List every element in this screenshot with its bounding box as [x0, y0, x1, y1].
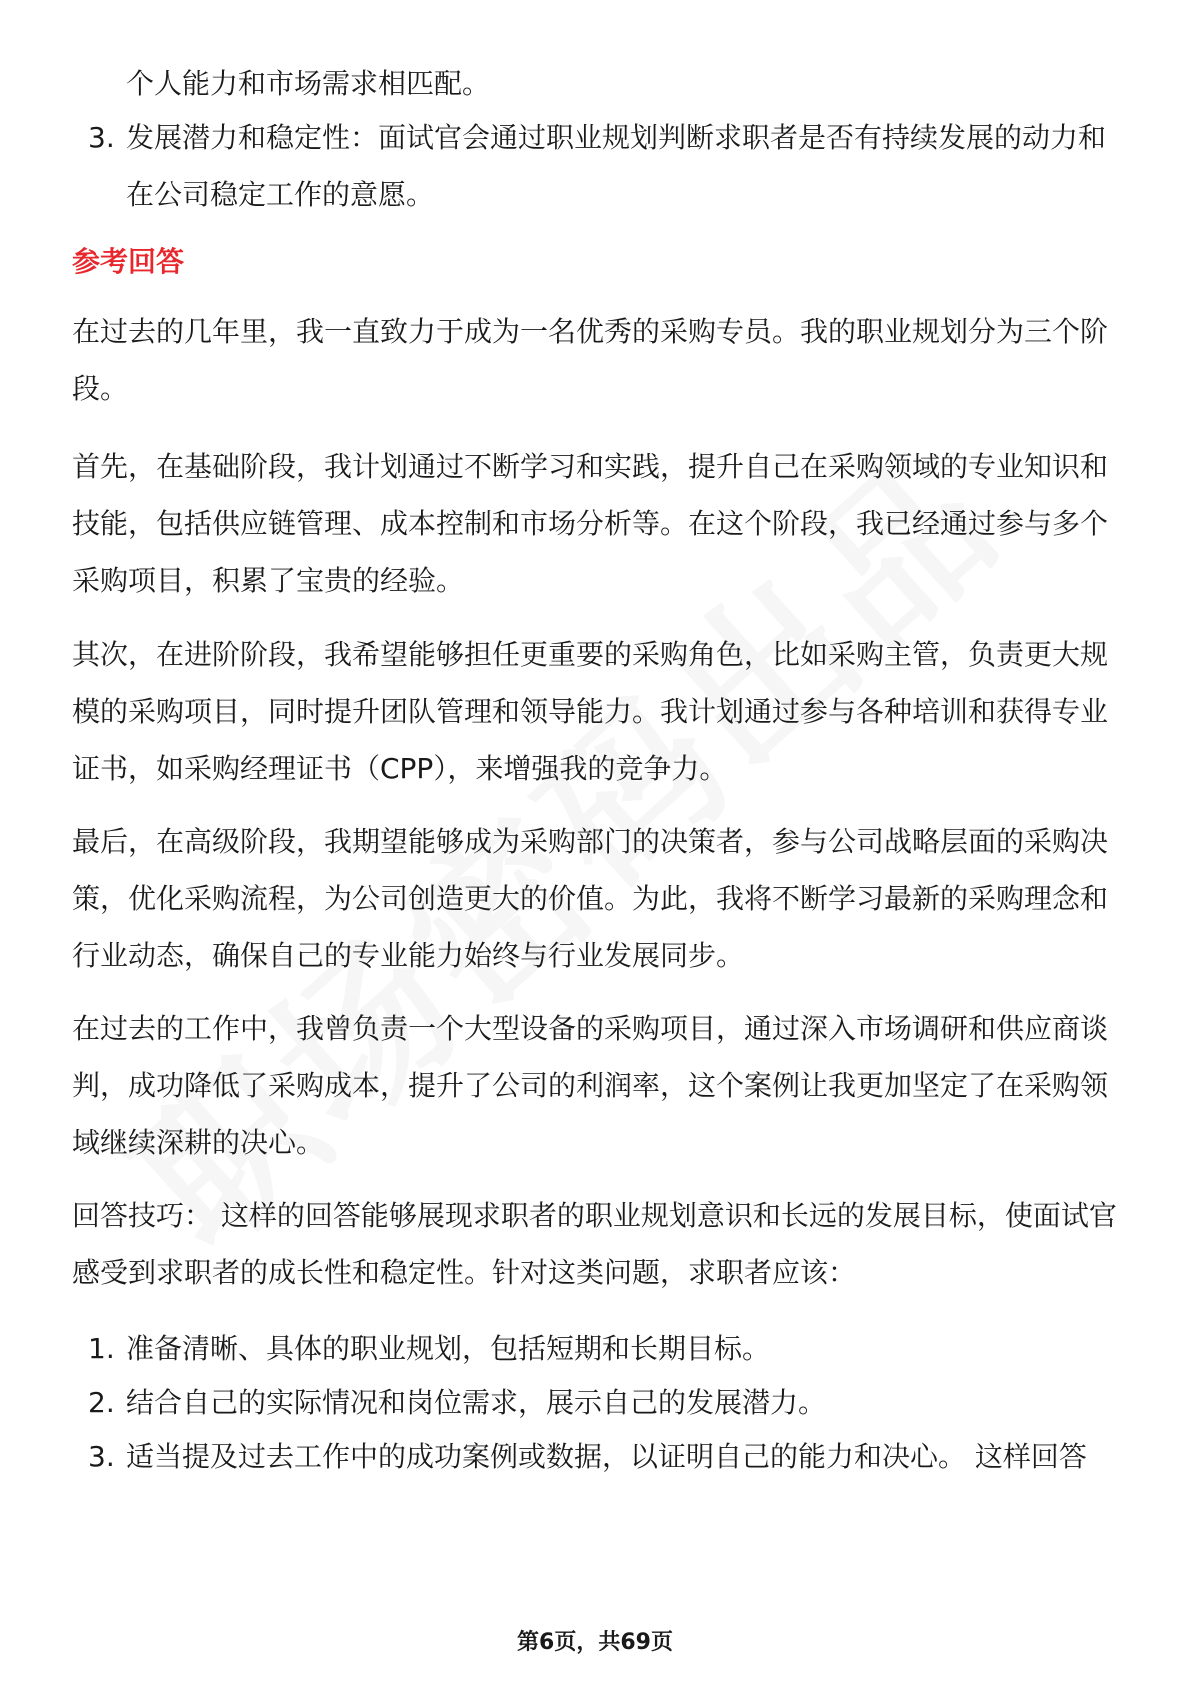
list-text: 结合自己的实际情况和岗位需求，展示自己的发展潜力。 — [126, 1386, 827, 1419]
list-number: 2. — [88, 1386, 115, 1419]
list-item — [72, 1428, 1122, 1485]
list-text: 适当提及过去工作中的成功案例或数据，以证明自己的能力和决心。 这样回答 — [126, 1440, 1087, 1473]
intro-continuation: 个人能力和市场需求相匹配。 — [126, 67, 491, 100]
page-footer: 第6页，共69页 — [517, 1630, 673, 1655]
list-text: 准备清晰、具体的职业规划，包括短期和长期目标。 — [126, 1332, 771, 1365]
list-item — [72, 109, 1122, 223]
list-text: 发展潜力和稳定性：面试官会通过职业规划判断求职者是否有持续发展的动力和在公司稳定工作的意愿。 — [126, 121, 1107, 211]
paragraph-2: 首先，在基础阶段，我计划通过不断学习和实践，提升自己在采购领域的专业知识和技能，包括供应链管理、成本控制和市场分析等。在这个阶段，我已经通过参与多个采购项目，积累了宝贵的经验。 — [72, 450, 1109, 597]
paragraph-3: 其次，在进阶阶段，我希望能够担任更重要的采购角色，比如采购主管，负责更大规模的采购项目，同时提升团队管理和领导能力。我计划通过参与各种培训和获得专业证书，如采购经理证书（CPP），来增强我的竞争力。 — [72, 638, 1109, 785]
list-item — [72, 1320, 1122, 1377]
paragraph-1: 在过去的几年里，我一直致力于成为一名优秀的采购专员。我的职业规划分为三个阶段。 — [72, 315, 1109, 405]
section-title: 参考回答 — [72, 245, 185, 278]
paragraph-5: 在过去的工作中，我曾负责一个大型设备的采购项目，通过深入市场调研和供应商谈判，成功降低了采购成本，提升了公司的利润率，这个案例让我更加坚定了在采购领域继续深耕的决心。 — [72, 1012, 1109, 1159]
paragraph-4: 最后，在高级阶段，我期望能够成为采购部门的决策者，参与公司战略层面的采购决策，优化采购流程，为公司创造更大的价值。为此，我将不断学习最新的采购理念和行业动态，确保自己的专业能力始终与行业发展同步。 — [72, 825, 1109, 972]
paragraph-6: 回答技巧： 这样的回答能够展现求职者的职业规划意识和长远的发展目标，使面试官感受到求职者的成长性和稳定性。针对这类问题，求职者应该： — [72, 1199, 1117, 1289]
list-number: 1. — [88, 1332, 115, 1365]
list-number: 3. — [88, 1440, 115, 1473]
list-number: 3. — [88, 121, 115, 154]
list-item — [72, 1374, 1122, 1431]
